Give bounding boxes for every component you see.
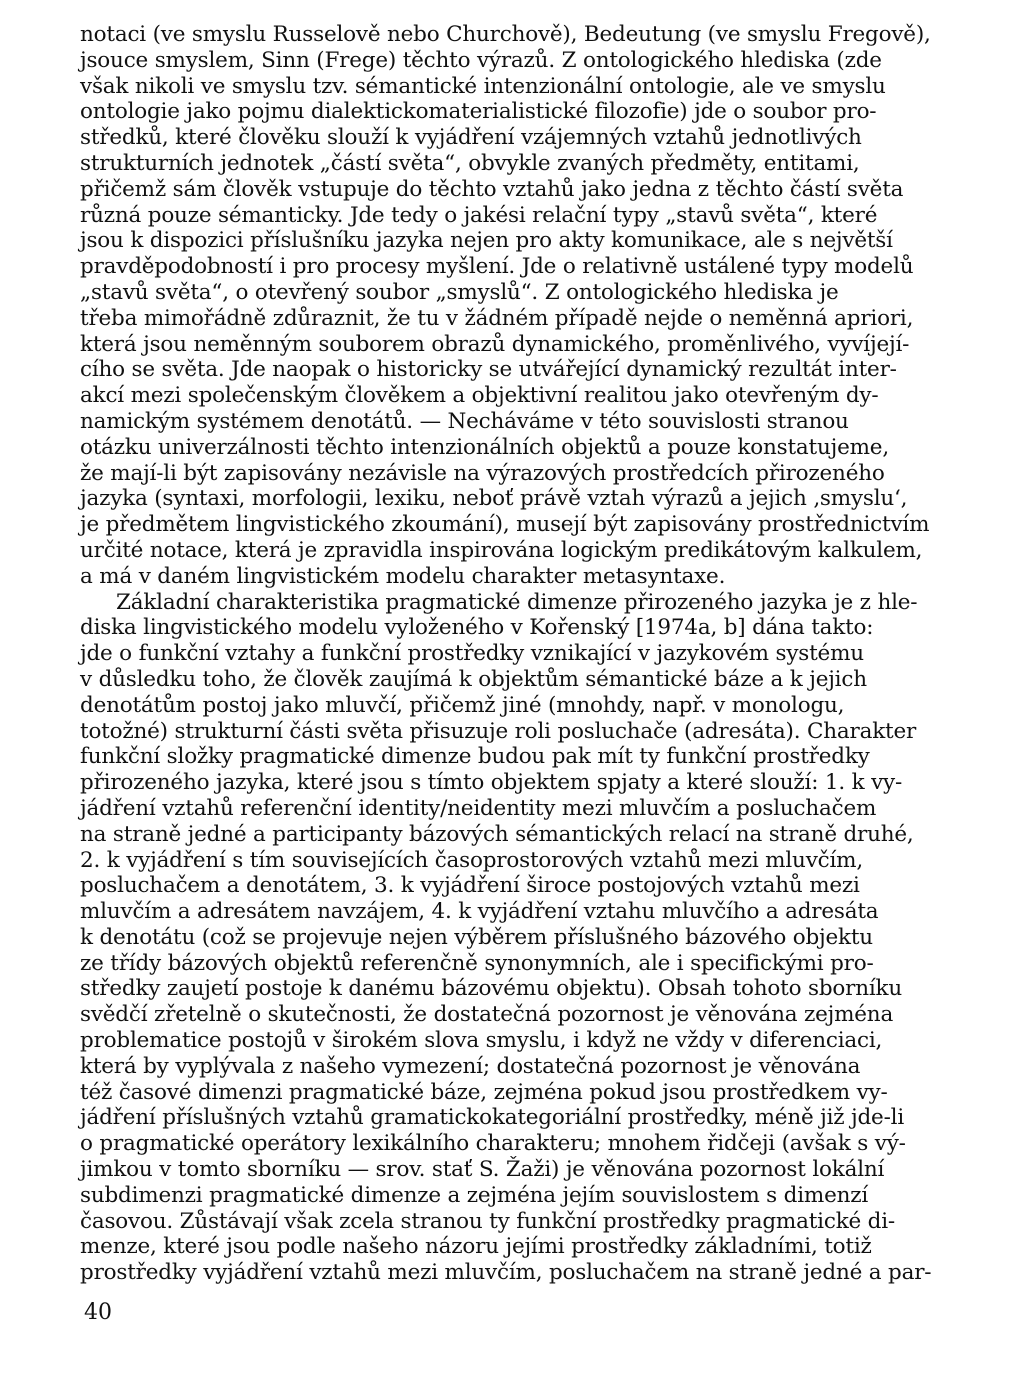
text-line: že mají-li být zapisovány nezávisle na výrazových prostředcích přirozeného [80,460,885,486]
text-line: mluvčím a adresátem navzájem, 4. k vyjádření vztahu mluvčího a adresáta [80,899,879,925]
text-line: posluchačem a denotátem, 3. k vyjádření široce postojových vztahů mezi [80,873,860,899]
text-line: přirozeného jazyka, které jsou s tímto objektem spjaty a které slouží: 1. k vy- [80,770,903,796]
text-line: jádření vztahů referenční identity/neidentity mezi mluvčím a posluchačem [80,795,877,821]
text-line: ze třídy bázových objektů referenčně synonymních, ale i specifickými pro- [80,950,874,976]
text-line: přičemž sám člověk vstupuje do těchto vztahů jako jedna z těchto částí světa [80,176,904,202]
text-line: jimkou v tomto sborníku — srov. stať S. Žaži) je věnována pozornost lokální [80,1157,885,1183]
text-line: problematice postojů v širokém slova smyslu, i když ne vždy v diferenciaci, [80,1028,883,1054]
text-line: o pragmatické operátory lexikálního charakteru; mnohem řidčeji (avšak s vý- [80,1131,906,1157]
text-line: akcí mezi společenským člověkem a objektivní realitou jako otevřeným dy- [80,383,879,409]
text-line: svědčí zřetelně o skutečnosti, že dostatečná pozornost je věnována zejména [80,1002,894,1028]
text-line: však nikoli ve smyslu tzv. sémantické intenzionální ontologie, ale ve smyslu [80,73,886,99]
text-line: jádření příslušných vztahů gramatickokategoriální prostředky, méně již jde-li [80,1105,905,1131]
text-line: k denotátu (což se projevuje nejen výběrem příslušného bázového objektu [80,924,873,950]
text-line: menze, které jsou podle našeho názoru jejími prostředky základními, totiž [80,1234,872,1260]
text-line: jde o funkční vztahy a funkční prostředky vznikající v jazykovém systému [80,641,864,667]
text-line: středků, které člověku slouží k vyjádření vzájemných vztahů jednotlivých [80,125,862,151]
text-line: časovou. Zůstávají však zcela stranou ty funkční prostředky pragmatické di- [80,1208,895,1234]
text-line: na straně jedné a participanty bázových sémantických relací na straně druhé, [80,821,914,847]
text-line: „stavů světa“, o otevřený soubor „smyslů“. Z ontologického hlediska je [80,279,839,305]
text-line: namickým systémem denotátů. — Necháváme v této souvislosti stranou [80,408,849,434]
text-line: totožné) strukturní části světa přisuzuje roli posluchače (adresáta). Charakter [80,718,917,744]
text-line: subdimenzi pragmatické dimenze a zejména jejím souvislostem s dimenzí [80,1182,869,1208]
text-line: pravděpodobností i pro procesy myšlení. Jde o relativně ustálené typy modelů [80,254,914,280]
text-line: různá pouze sémanticky. Jde tedy o jakési relační typy „stavů světa“, které [80,202,878,228]
text-line: denotátům postoj jako mluvčí, přičemž jiné (mnohdy, např. v monologu, [80,692,845,718]
text-line: notaci (ve smyslu Russelově nebo Churchově), Bedeutung (ve smyslu Fregově), [80,22,931,47]
text-line: která by vyplývala z našeho vymezení; dostatečná pozornost je věnována [80,1053,861,1079]
text-line: otázku univerzálnosti těchto intenzionálních objektů a pouze konstatujeme, [80,434,889,460]
text-line: jsouce smyslem, Sinn (Frege) těchto výrazů. Z ontologického hlediska (zde [80,47,882,73]
text-line: jsou k dispozici příslušníku jazyka nejen pro akty komunikace, ale s největší [80,228,893,254]
text-line: ontologie jako pojmu dialektickomaterialistické filozofie) jde o soubor pro- [80,99,877,125]
body-text [80,22,948,1286]
text-line: středky zaujetí postoje k danému bázovému objektu). Obsah tohoto sborníku [80,976,903,1002]
text-line: v důsledku toho, že člověk zaujímá k objektům sémantické báze a k jejich [80,666,867,692]
text-line: cího se světa. Jde naopak o historicky se utvářející dynamický rezultát inter- [80,357,897,383]
text-line: a má v daném lingvistickém modelu charakter metasyntaxe. [80,563,726,589]
text-line: též časové dimenzi pragmatické báze, zejména pokud jsou prostředkem vy- [80,1079,888,1105]
text-line: třeba mimořádně zdůraznit, že tu v žádném případě nejde o neměnná apriori, [80,305,914,331]
paragraph-2 [80,590,948,1287]
text-line: diska lingvistického modelu vyloženého v Kořenský [1974a, b] dána takto: [80,615,874,641]
text-line: 2. k vyjádření s tím souvisejících časoprostorových vztahů mezi mluvčím, [80,847,863,873]
text-line: funkční složky pragmatické dimenze budou pak mít ty funkční prostředky [80,744,870,770]
text-line: Základní charakteristika pragmatické dimenze přirozeného jazyka je z hle- [116,589,918,615]
page-number: 40 [84,1300,112,1325]
text-line: určité notace, která je zpravidla inspirována logickým predikátovým kalkulem, [80,537,923,563]
text-line: prostředky vyjádření vztahů mezi mluvčím, posluchačem na straně jedné a par- [80,1260,932,1286]
text-line: strukturních jednotek „částí světa“, obvykle zvaných předměty, entitami, [80,150,860,176]
text-line: která jsou neměnným souborem obrazů dynamického, proměnlivého, vyvíjejí- [80,331,910,357]
text-line: jazyka (syntaxi, morfologii, lexiku, neboť právě vztah výrazů a jejich ‚smyslu‘, [80,486,908,512]
paragraph-1 [80,22,948,590]
text-line: je předmětem lingvistického zkoumání), musejí být zapisovány prostřednictvím [80,512,930,538]
